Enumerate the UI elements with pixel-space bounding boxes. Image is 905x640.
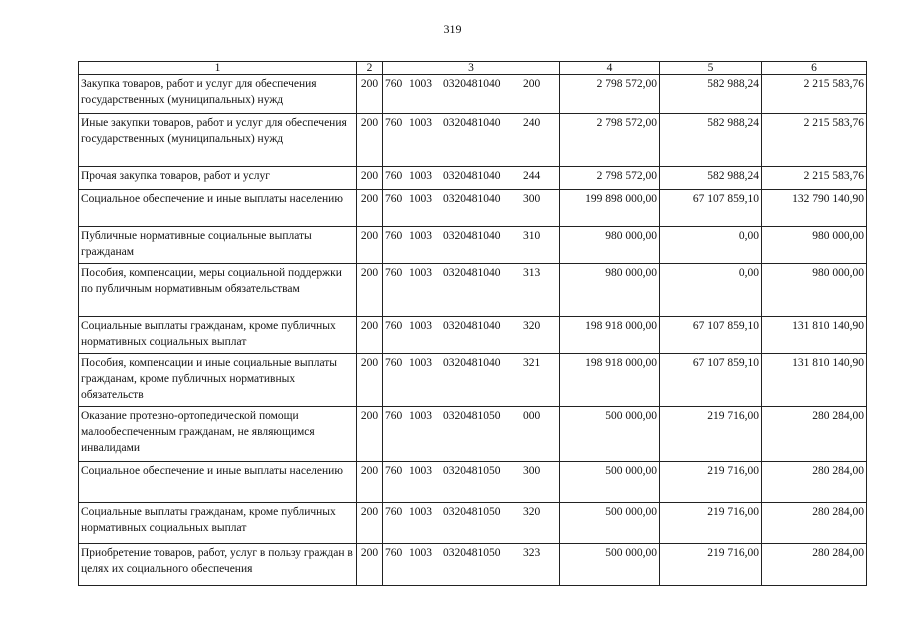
- amount-approved: 2 798 572,00: [560, 167, 660, 190]
- amount-remaining: 2 215 583,76: [762, 114, 867, 167]
- expense-type-code: 300: [523, 465, 541, 477]
- item-name: Публичные нормативные социальные выплаты гражданам: [79, 227, 357, 264]
- amount-executed: 219 716,00: [660, 407, 762, 462]
- column-2-code: 200: [357, 227, 383, 264]
- header-cell-6: 6: [762, 62, 867, 75]
- ved-code: 760: [385, 547, 403, 559]
- header-cell-1: 1: [79, 62, 357, 75]
- amount-approved: 980 000,00: [560, 264, 660, 317]
- budget-code: [383, 354, 560, 407]
- item-name: Социальные выплаты гражданам, кроме публичных нормативных социальных выплат: [79, 503, 357, 544]
- target-article-code: 0320481040: [443, 320, 501, 332]
- table-row: [79, 167, 867, 190]
- table-row: [79, 317, 867, 354]
- table-row: [79, 462, 867, 503]
- column-2-code: 200: [357, 75, 383, 114]
- budget-code: [383, 227, 560, 264]
- ved-code: 760: [385, 230, 403, 242]
- budget-code: [383, 317, 560, 354]
- amount-approved: 2 798 572,00: [560, 114, 660, 167]
- amount-remaining: 280 284,00: [762, 407, 867, 462]
- amount-executed: 582 988,24: [660, 75, 762, 114]
- target-article-code: 0320481040: [443, 230, 501, 242]
- item-name: Социальные выплаты гражданам, кроме публичных нормативных социальных выплат: [79, 317, 357, 354]
- target-article-code: 0320481040: [443, 170, 501, 182]
- section-code: 1003: [409, 547, 432, 559]
- amount-remaining: 280 284,00: [762, 503, 867, 544]
- item-name: Пособия, компенсации и иные социальные выплаты гражданам, кроме публичных нормативных обязательств: [79, 354, 357, 407]
- expense-type-code: 323: [523, 547, 541, 559]
- ved-code: 760: [385, 465, 403, 477]
- expense-type-code: 244: [523, 170, 541, 182]
- target-article-code: 0320481050: [443, 506, 501, 518]
- section-code: 1003: [409, 357, 432, 369]
- expense-type-code: 000: [523, 410, 541, 422]
- section-code: 1003: [409, 117, 432, 129]
- amount-remaining: 980 000,00: [762, 264, 867, 317]
- amount-executed: 0,00: [660, 227, 762, 264]
- table-body: [79, 62, 867, 586]
- item-name: Пособия, компенсации, меры социальной поддержки по публичным нормативным обязательствам: [79, 264, 357, 317]
- amount-remaining: 131 810 140,90: [762, 317, 867, 354]
- ved-code: 760: [385, 267, 403, 279]
- amount-remaining: 980 000,00: [762, 227, 867, 264]
- section-code: 1003: [409, 506, 432, 518]
- expense-type-code: 200: [523, 78, 541, 90]
- table-row: [79, 354, 867, 407]
- amount-approved: 500 000,00: [560, 503, 660, 544]
- target-article-code: 0320481040: [443, 267, 501, 279]
- section-code: 1003: [409, 267, 432, 279]
- amount-executed: 582 988,24: [660, 167, 762, 190]
- expense-type-code: 300: [523, 193, 541, 205]
- amount-remaining: 280 284,00: [762, 544, 867, 586]
- amount-executed: 67 107 859,10: [660, 317, 762, 354]
- section-code: 1003: [409, 410, 432, 422]
- ved-code: 760: [385, 357, 403, 369]
- amount-remaining: 280 284,00: [762, 462, 867, 503]
- amount-remaining: 131 810 140,90: [762, 354, 867, 407]
- section-code: 1003: [409, 170, 432, 182]
- ved-code: 760: [385, 320, 403, 332]
- expense-type-code: 240: [523, 117, 541, 129]
- expense-type-code: 321: [523, 357, 541, 369]
- column-2-code: 200: [357, 114, 383, 167]
- amount-executed: 219 716,00: [660, 462, 762, 503]
- ved-code: 760: [385, 117, 403, 129]
- section-code: 1003: [409, 193, 432, 205]
- column-2-code: 200: [357, 407, 383, 462]
- amount-executed: 67 107 859,10: [660, 354, 762, 407]
- budget-code: [383, 114, 560, 167]
- item-name: Закупка товаров, работ и услуг для обеспечения государственных (муниципальных) нужд: [79, 75, 357, 114]
- ved-code: 760: [385, 170, 403, 182]
- budget-code: [383, 75, 560, 114]
- column-2-code: 200: [357, 503, 383, 544]
- item-name: Иные закупки товаров, работ и услуг для обеспечения государственных (муниципальных) нужд: [79, 114, 357, 167]
- amount-executed: 67 107 859,10: [660, 190, 762, 227]
- expense-type-code: 320: [523, 506, 541, 518]
- amount-executed: 219 716,00: [660, 503, 762, 544]
- table-row: [79, 503, 867, 544]
- item-name: Приобретение товаров, работ, услуг в пользу граждан в целях их социального обеспечения: [79, 544, 357, 586]
- header-cell-5: 5: [660, 62, 762, 75]
- section-code: 1003: [409, 78, 432, 90]
- target-article-code: 0320481040: [443, 193, 501, 205]
- header-cell-3: 3: [383, 62, 560, 75]
- table-row: [79, 114, 867, 167]
- amount-executed: 219 716,00: [660, 544, 762, 586]
- amount-approved: 198 918 000,00: [560, 354, 660, 407]
- ved-code: 760: [385, 193, 403, 205]
- budget-code: [383, 407, 560, 462]
- amount-approved: 500 000,00: [560, 407, 660, 462]
- expense-type-code: 320: [523, 320, 541, 332]
- expense-type-code: 310: [523, 230, 541, 242]
- amount-approved: 500 000,00: [560, 544, 660, 586]
- table-row: [79, 264, 867, 317]
- amount-approved: 500 000,00: [560, 462, 660, 503]
- table-row: [79, 227, 867, 264]
- budget-code: [383, 544, 560, 586]
- amount-approved: 2 798 572,00: [560, 75, 660, 114]
- table-row: [79, 407, 867, 462]
- budget-code: [383, 167, 560, 190]
- ved-code: 760: [385, 78, 403, 90]
- table-row: [79, 75, 867, 114]
- item-name: Социальное обеспечение и иные выплаты населению: [79, 462, 357, 503]
- section-code: 1003: [409, 230, 432, 242]
- table-row: [79, 190, 867, 227]
- column-2-code: 200: [357, 167, 383, 190]
- amount-remaining: 132 790 140,90: [762, 190, 867, 227]
- item-name: Социальное обеспечение и иные выплаты населению: [79, 190, 357, 227]
- column-2-code: 200: [357, 317, 383, 354]
- amount-executed: 582 988,24: [660, 114, 762, 167]
- header-row: [79, 62, 867, 75]
- item-name: Прочая закупка товаров, работ и услуг: [79, 167, 357, 190]
- item-name: Оказание протезно-ортопедической помощи малообеспеченным гражданам, не являющимся инвалидами: [79, 407, 357, 462]
- budget-code: [383, 264, 560, 317]
- column-2-code: 200: [357, 264, 383, 317]
- budget-code: [383, 503, 560, 544]
- ved-code: 760: [385, 506, 403, 518]
- target-article-code: 0320481040: [443, 357, 501, 369]
- budget-table: [78, 61, 867, 586]
- table-row: [79, 544, 867, 586]
- column-2-code: 200: [357, 462, 383, 503]
- page-number: 319: [443, 22, 462, 36]
- section-code: 1003: [409, 465, 432, 477]
- target-article-code: 0320481050: [443, 410, 501, 422]
- expense-type-code: 313: [523, 267, 541, 279]
- target-article-code: 0320481050: [443, 547, 501, 559]
- target-article-code: 0320481040: [443, 78, 501, 90]
- amount-remaining: 2 215 583,76: [762, 167, 867, 190]
- amount-remaining: 2 215 583,76: [762, 75, 867, 114]
- target-article-code: 0320481050: [443, 465, 501, 477]
- column-2-code: 200: [357, 354, 383, 407]
- column-2-code: 200: [357, 190, 383, 227]
- budget-code: [383, 462, 560, 503]
- section-code: 1003: [409, 320, 432, 332]
- ved-code: 760: [385, 410, 403, 422]
- amount-approved: 198 918 000,00: [560, 317, 660, 354]
- amount-approved: 980 000,00: [560, 227, 660, 264]
- header-cell-2: 2: [357, 62, 383, 75]
- header-cell-4: 4: [560, 62, 660, 75]
- amount-executed: 0,00: [660, 264, 762, 317]
- budget-code: [383, 190, 560, 227]
- column-2-code: 200: [357, 544, 383, 586]
- amount-approved: 199 898 000,00: [560, 190, 660, 227]
- target-article-code: 0320481040: [443, 117, 501, 129]
